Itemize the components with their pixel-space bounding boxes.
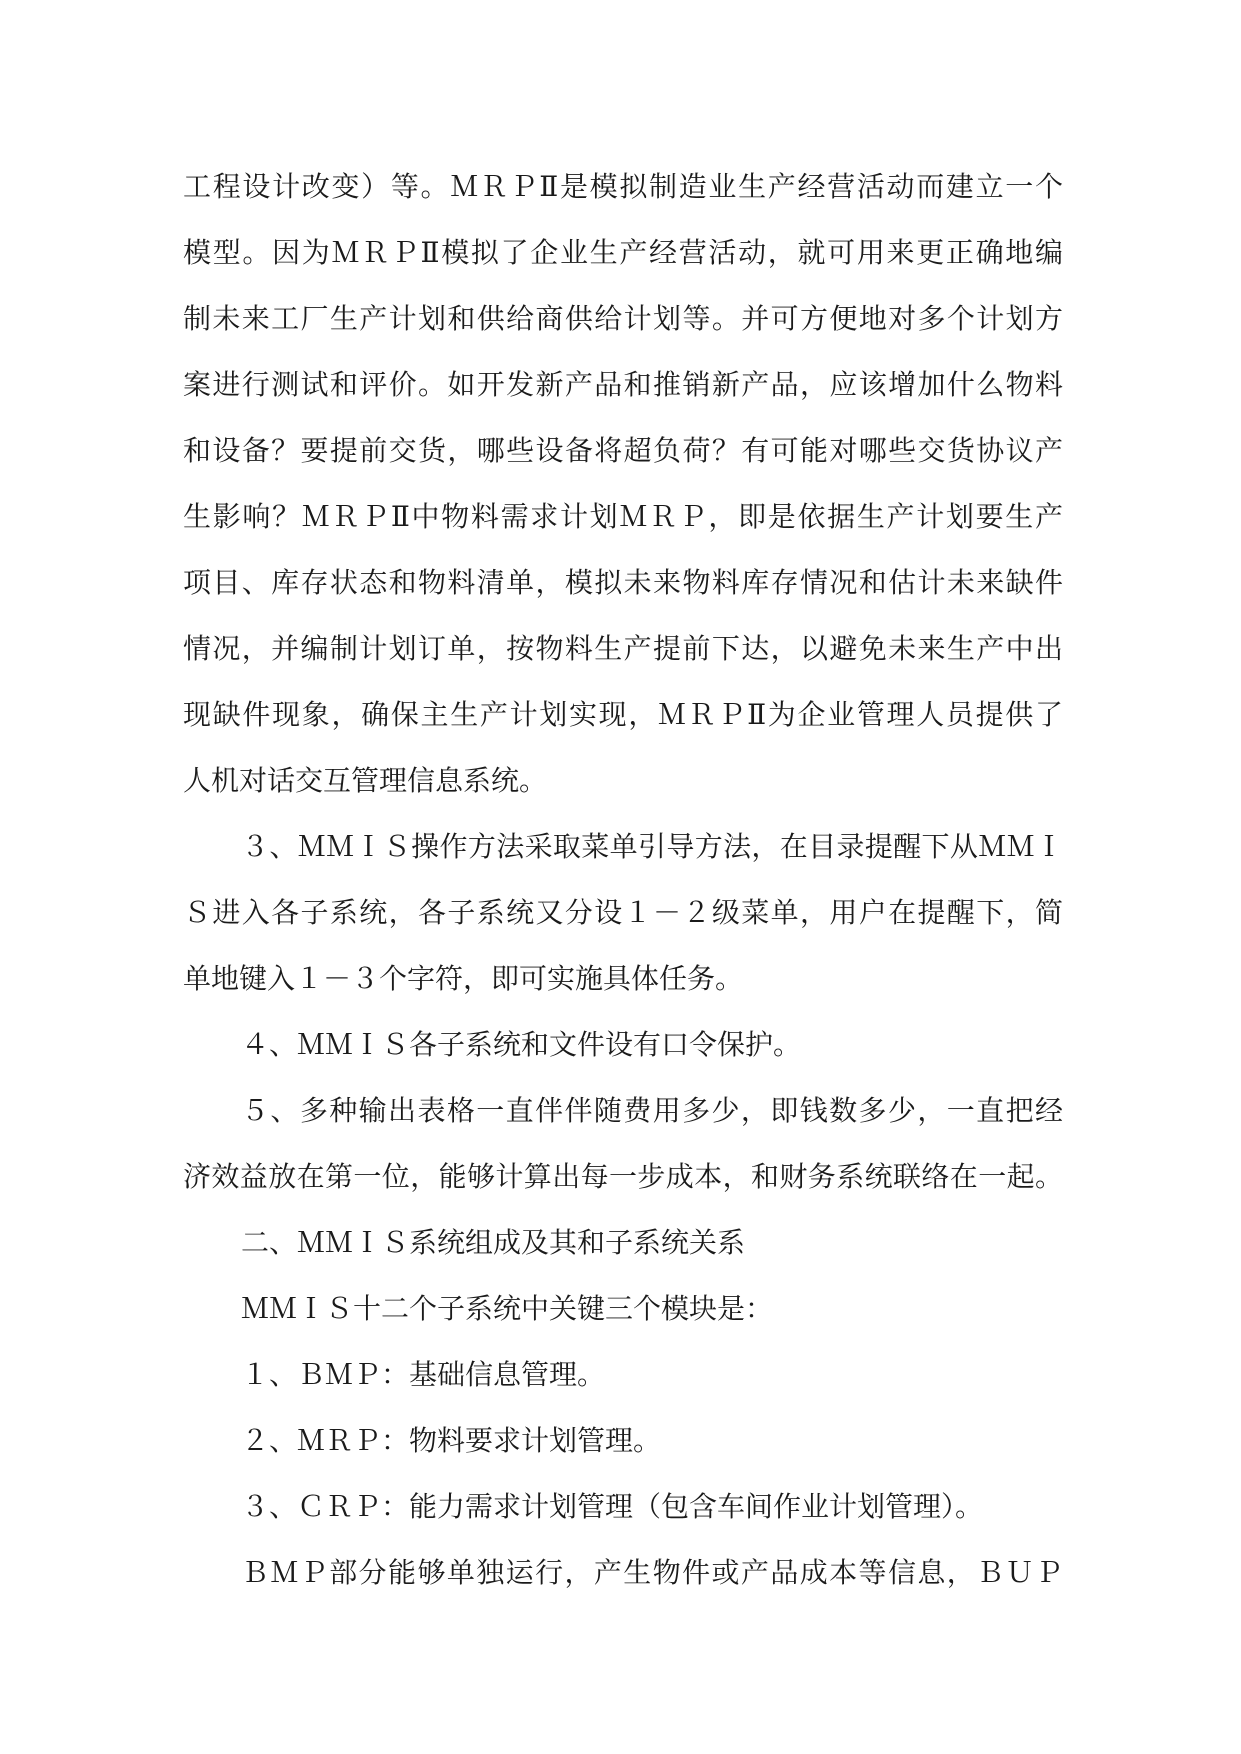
text-line: Ｓ进入各子系统，各子系统又分设１－２级菜单，用户在提醒下，简 bbox=[183, 896, 1063, 929]
list-item: １、ＢＭＰ：基础信息管理。 bbox=[241, 1358, 606, 1391]
text-line: ３、ＭＭＩＳ操作方法采取菜单引导方法，在目录提醒下从ＭＭＩ bbox=[241, 830, 1063, 863]
text-line: 模型。因为ＭＲＰⅡ模拟了企业生产经营活动，就可用来更正确地编 bbox=[183, 236, 1063, 269]
text-line: 工程设计改变）等。ＭＲＰⅡ是模拟制造业生产经营活动而建立一个 bbox=[183, 170, 1063, 203]
text-line: 济效益放在第一位，能够计算出每一步成本，和财务系统联络在一起。 bbox=[183, 1160, 1063, 1193]
list-item: ３、ＣＲＰ：能力需求计划管理（包含车间作业计划管理）。 bbox=[241, 1490, 984, 1523]
text-line: 和设备？要提前交货，哪些设备将超负荷？有可能对哪些交货协议产 bbox=[183, 434, 1063, 467]
text-line: 情况，并编制计划订单，按物料生产提前下达，以避免未来生产中出 bbox=[183, 632, 1063, 665]
text-line: 制未来工厂生产计划和供给商供给计划等。并可方便地对多个计划方 bbox=[183, 302, 1063, 335]
section-heading: 二、ＭＭＩＳ系统组成及其和子系统关系 bbox=[241, 1226, 746, 1259]
text-line: 单地键入１－３个字符，即可实施具体任务。 bbox=[183, 962, 744, 995]
text-line: 案进行测试和评价。如开发新产品和推销新产品，应该增加什么物料 bbox=[183, 368, 1063, 401]
text-line: ＢＭＰ部分能够单独运行，产生物件或产品成本等信息，ＢＵＰ bbox=[241, 1556, 1063, 1589]
text-line: 现缺件现象，确保主生产计划实现，ＭＲＰⅡ为企业管理人员提供了 bbox=[183, 698, 1063, 731]
text-line: ４、ＭＭＩＳ各子系统和文件设有口令保护。 bbox=[241, 1028, 802, 1061]
text-line: ５、多种输出表格一直伴伴随费用多少，即钱数多少，一直把经 bbox=[241, 1094, 1063, 1127]
text-line: ＭＭＩＳ十二个子系统中关键三个模块是： bbox=[241, 1292, 774, 1325]
text-line: 人机对话交互管理信息系统。 bbox=[183, 764, 548, 797]
list-item: ２、ＭＲＰ：物料要求计划管理。 bbox=[241, 1424, 662, 1457]
text-line: 生影响？ＭＲＰⅡ中物料需求计划ＭＲＰ，即是依据生产计划要生产 bbox=[183, 500, 1063, 533]
body-text bbox=[183, 154, 1063, 1606]
text-line: 项目、库存状态和物料清单，模拟未来物料库存情况和估计未来缺件 bbox=[183, 566, 1063, 599]
